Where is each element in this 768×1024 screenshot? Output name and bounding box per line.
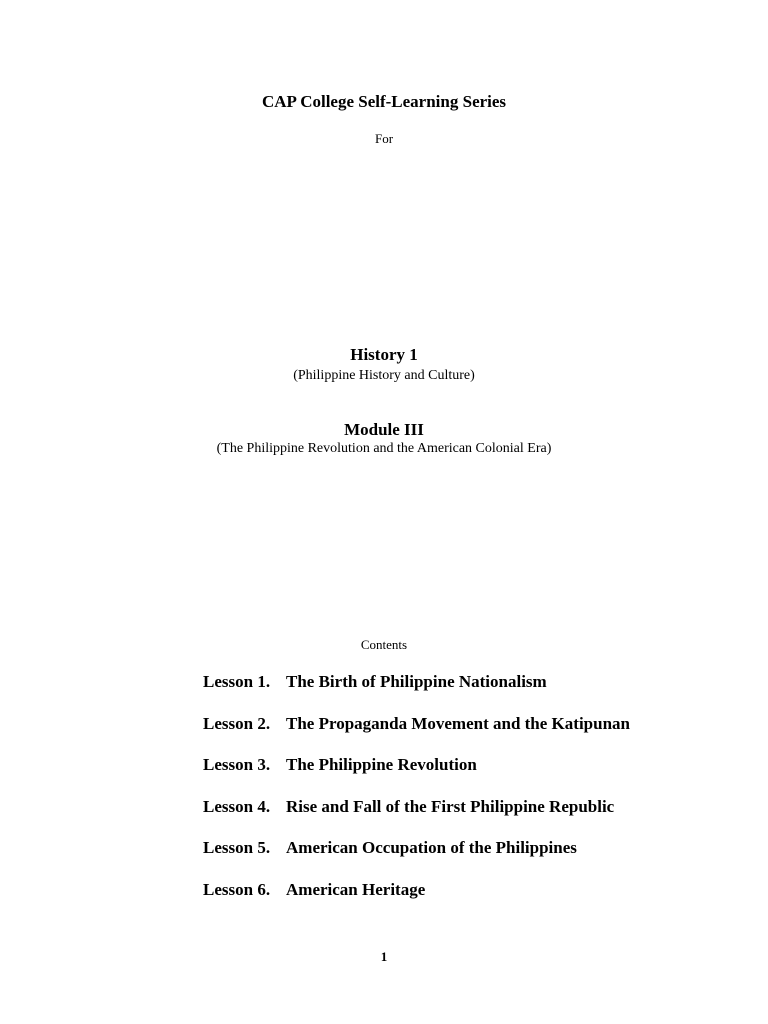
page-number: 1	[380, 949, 388, 964]
module-title: Module III	[344, 420, 424, 439]
course-title: History 1	[350, 345, 418, 364]
lesson-number: Lesson 5.	[203, 838, 271, 858]
lesson-title: The Birth of Philippine Nationalism	[286, 672, 547, 691]
lesson-item	[203, 672, 723, 714]
contents-heading: Contents	[360, 637, 408, 652]
lesson-item	[203, 838, 723, 880]
lesson-number: Lesson 3.	[203, 755, 271, 775]
lesson-number: Lesson 6.	[203, 879, 271, 899]
lesson-title: The Philippine Revolution	[286, 755, 477, 775]
for-label: For	[374, 131, 394, 146]
lesson-number: Lesson 1.	[203, 672, 271, 691]
lesson-list	[203, 672, 723, 922]
lesson-number: Lesson 2.	[203, 713, 271, 733]
lesson-item	[203, 714, 723, 756]
lesson-item	[203, 755, 723, 797]
lesson-item	[203, 797, 723, 839]
lesson-title: Rise and Fall of the First Philippine Republic	[286, 796, 615, 816]
lesson-title: The Propaganda Movement and the Katipunan	[286, 713, 630, 733]
lesson-title: American Heritage	[286, 879, 426, 899]
course-subtitle: (Philippine History and Culture)	[293, 368, 475, 383]
module-subtitle: (The Philippine Revolution and the American Colonial Era)	[216, 441, 552, 456]
lesson-item	[203, 880, 723, 922]
lesson-number: Lesson 4.	[203, 796, 271, 816]
lesson-title: American Occupation of the Philippines	[286, 838, 577, 858]
series-title: CAP College Self-Learning Series	[261, 92, 507, 111]
